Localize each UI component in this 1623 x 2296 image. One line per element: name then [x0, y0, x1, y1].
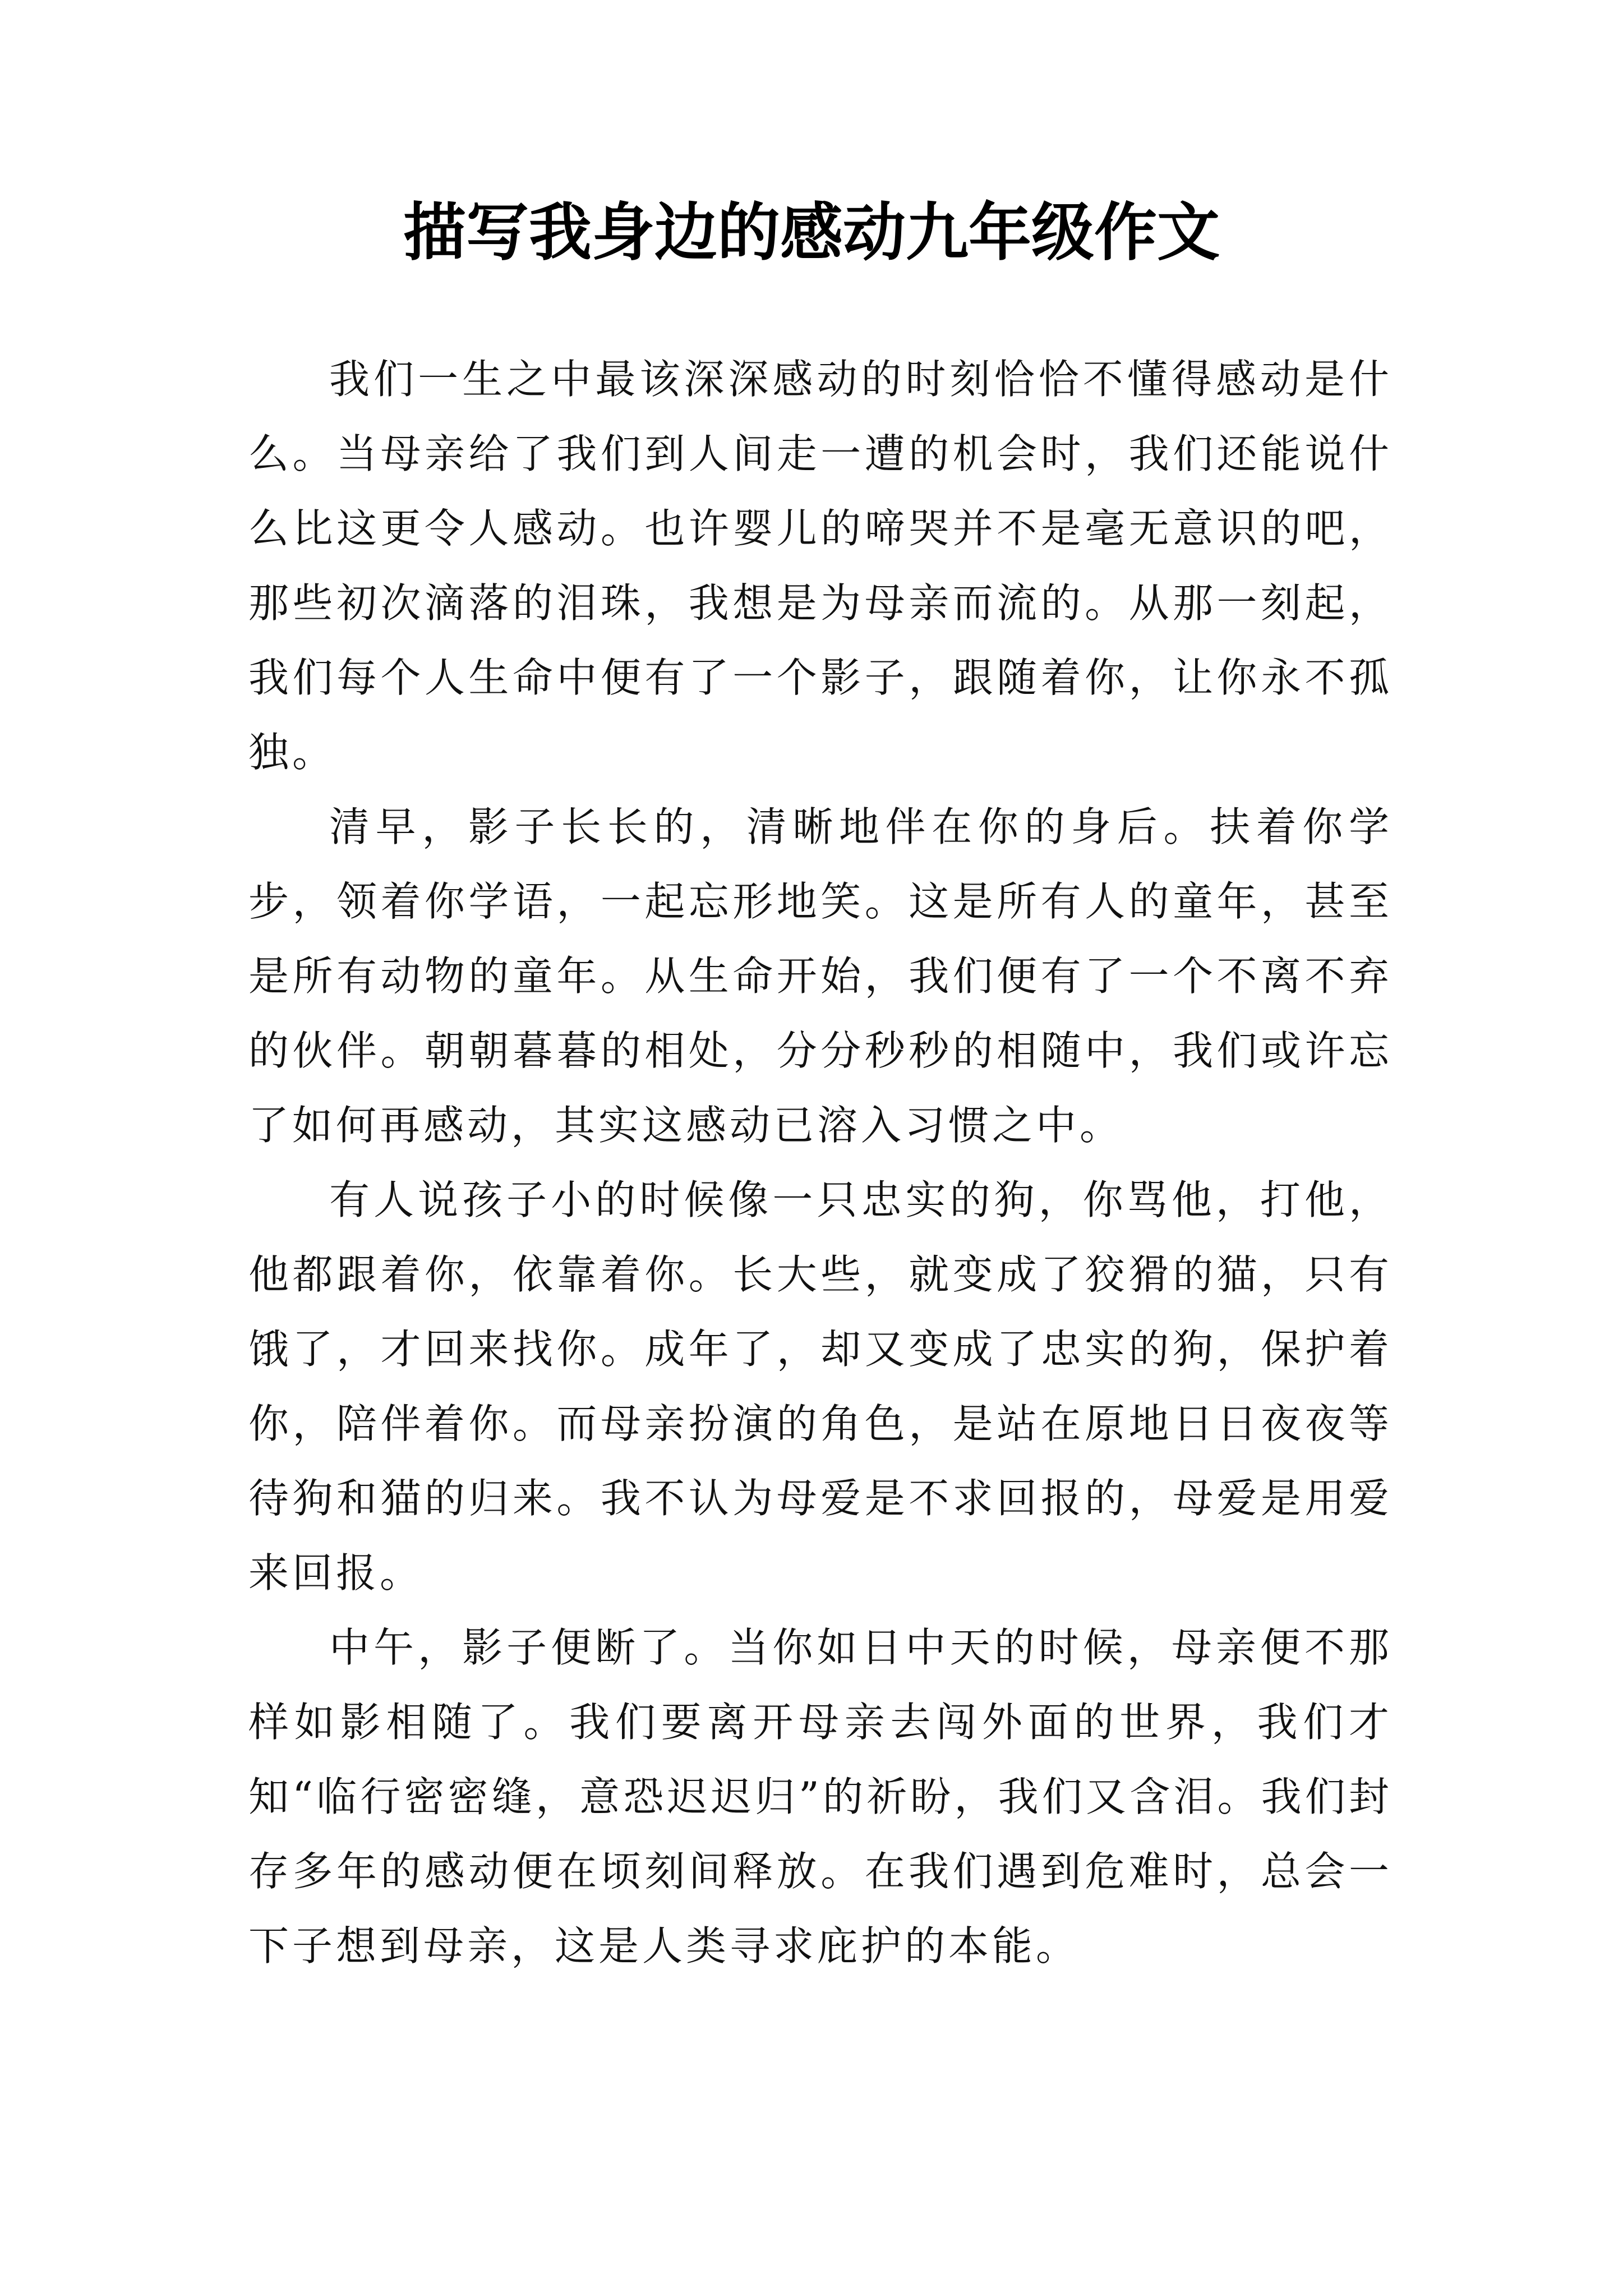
paragraph-3: 有人说孩子小的时候像一只忠实的狗，你骂他，打他，他都跟着你，依靠着你。长大些，就变成了狡猾的猫，只有饿了，才回来找你。成年了，却又变成了忠实的狗，保护着你，陪伴着你。而母亲扮演的角色，是站在原地日日夜夜等待狗和猫的归来。我不认为母爱是不求回报的，母爱是用爱来回报。 — [248, 1176, 1393, 1596]
document-title: 描写我身边的感动九年级作文 — [403, 196, 1220, 269]
paragraph-1: 我们一生之中最该深深感动的时刻恰恰不懂得感动是什么。当母亲给了我们到人间走一遭的机会时，我们还能说什么比这更令人感动。也许婴儿的啼哭并不是毫无意识的吧，那些初次滴落的泪珠，我想是为母亲而流的。从那一刻起，我们每个人生命中便有了一个影子，跟随着你，让你永不孤独。 — [248, 356, 1393, 776]
paragraph-2: 清早，影子长长的，清晰地伴在你的身后。扶着你学步，领着你学语，一起忘形地笑。这是所有人的童年，甚至是所有动物的童年。从生命开始，我们便有了一个不离不弃的伙伴。朝朝暮暮的相处，分分秒秒的相随中，我们或许忘了如何再感动，其实这感动已溶入习惯之中。 — [248, 803, 1393, 1149]
document-body — [248, 342, 1393, 1984]
paragraph-4: 中午，影子便断了。当你如日中天的时候，母亲便不那样如影相随了。我们要离开母亲去闯外面的世界，我们才知“临行密密缝，意恐迟迟归”的祈盼，我们又含泪。我们封存多年的感动便在顷刻间释放。在我们遇到危难时，总会一下子想到母亲，这是人类寻求庇护的本能。 — [248, 1624, 1393, 1970]
